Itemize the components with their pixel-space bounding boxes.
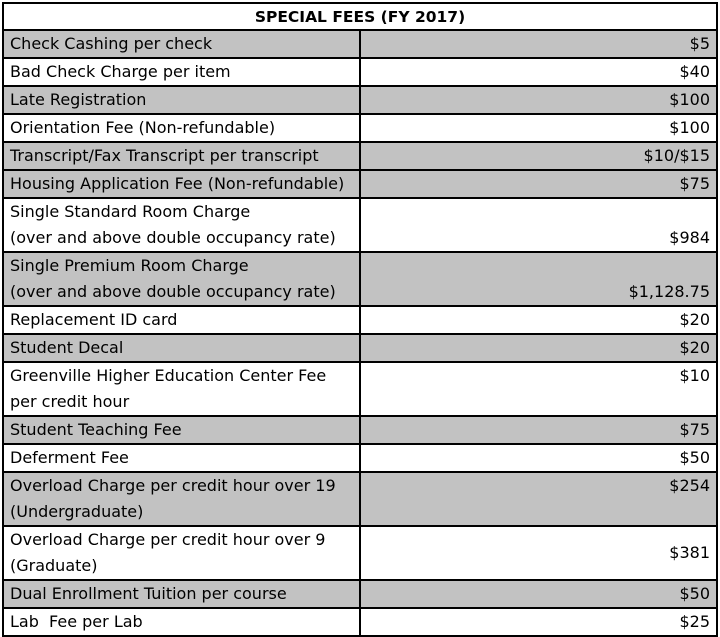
fee-label — [3, 252, 360, 306]
fee-label: Greenville Higher Education Center Fee per credit hour — [3, 362, 360, 416]
table-row — [3, 142, 717, 170]
table-row — [3, 114, 717, 142]
fee-amount: $50 — [360, 580, 717, 608]
table-row — [3, 580, 717, 608]
special-fees-table — [2, 2, 718, 637]
fee-label: Student Decal — [3, 334, 360, 362]
table-row — [3, 170, 717, 198]
fee-amount: $10/$15 — [360, 142, 717, 170]
fee-amount: $20 — [360, 306, 717, 334]
fee-label: Dual Enrollment Tuition per course — [3, 580, 360, 608]
fee-label-line: (over and above double occupancy rate) — [10, 282, 336, 301]
fee-label: Bad Check Charge per item — [3, 58, 360, 86]
table-row — [3, 334, 717, 362]
fee-label: Student Teaching Fee — [3, 416, 360, 444]
table-row — [3, 252, 717, 306]
table-title: SPECIAL FEES (FY 2017) — [3, 3, 717, 30]
fee-label-line: Overload Charge per credit hour over 19 — [10, 476, 336, 495]
table-row — [3, 444, 717, 472]
fee-amount: $75 — [360, 170, 717, 198]
fee-label-line: Single Premium Room Charge — [10, 256, 249, 275]
fee-amount: $100 — [360, 114, 717, 142]
table-row — [3, 86, 717, 114]
fee-amount: $50 — [360, 444, 717, 472]
table-row — [3, 306, 717, 334]
fee-amount: $25 — [360, 608, 717, 636]
fee-label: Lab Fee per Lab — [3, 608, 360, 636]
fee-label: Orientation Fee (Non-refundable) — [3, 114, 360, 142]
fee-label — [3, 198, 360, 252]
fee-label: Check Cashing per check — [3, 30, 360, 58]
fee-label: Housing Application Fee (Non-refundable) — [3, 170, 360, 198]
fee-amount: $984 — [360, 198, 717, 252]
table-row — [3, 362, 717, 416]
fee-amount: $254 — [360, 472, 717, 526]
fee-amount: $75 — [360, 416, 717, 444]
table-row — [3, 526, 717, 580]
fee-amount: $100 — [360, 86, 717, 114]
fee-label: Deferment Fee — [3, 444, 360, 472]
table-row — [3, 608, 717, 636]
fee-label: Transcript/Fax Transcript per transcript — [3, 142, 360, 170]
fee-amount: $20 — [360, 334, 717, 362]
fee-label: Replacement ID card — [3, 306, 360, 334]
fee-amount: $1,128.75 — [360, 252, 717, 306]
fee-label: Late Registration — [3, 86, 360, 114]
fee-amount: $10 — [360, 362, 717, 416]
fee-label-line: (Undergraduate) — [10, 502, 144, 521]
table-row — [3, 472, 717, 526]
table-row — [3, 198, 717, 252]
fee-label-line: (over and above double occupancy rate) — [10, 228, 336, 247]
table-header-row — [3, 3, 717, 30]
fee-label — [3, 472, 360, 526]
fee-amount: $40 — [360, 58, 717, 86]
table-row — [3, 416, 717, 444]
table-row — [3, 30, 717, 58]
table-row — [3, 58, 717, 86]
fee-label: Overload Charge per credit hour over 9 (Graduate) — [3, 526, 360, 580]
fee-label-line: Single Standard Room Charge — [10, 202, 251, 221]
fee-amount: $381 — [360, 526, 717, 580]
fee-amount: $5 — [360, 30, 717, 58]
